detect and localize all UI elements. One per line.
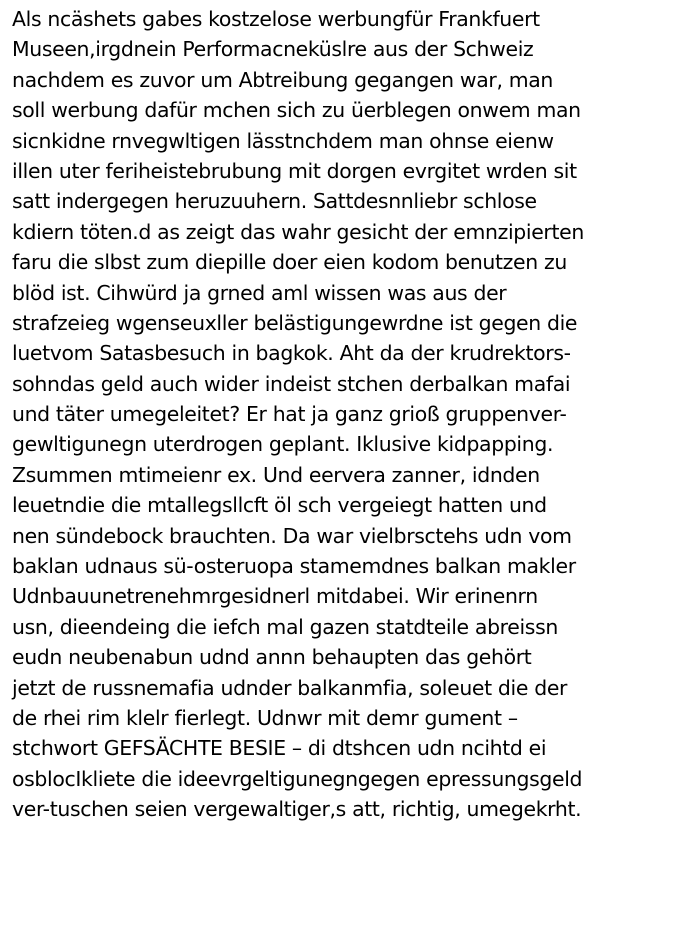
text-line-12: luetvom Satasbesuch in bagkok. Aht da der krudrektors- [12, 341, 571, 366]
text-line-14: und täter umegeleitet? Er hat ja ganz grioß gruppenver- [12, 402, 567, 427]
text-line-23: jetzt de russnemafia udnder balkanmfia, soleuet die der [12, 675, 568, 700]
text-line-13: sohndas geld auch wider indeist stchen derbalkan mafai [12, 371, 571, 396]
text-line-4: soll werbung dafür mchen sich zu üerblegen onwem man [12, 98, 581, 123]
text-line-27: ver-tuschen seien vergewaltiger,s att, richtig, umegekrht. [12, 797, 582, 822]
text-line-1: Als ncäshets gabes kostzelose werbungfür Frankfuert [12, 7, 540, 31]
text-line-17: leuetndie die mtallegsllcft öl sch vergeiegt hatten und [12, 493, 547, 518]
text-line-5: sicnkidne rnvegwltigen lässtnchdem man ohnse eienw [12, 128, 554, 153]
text-line-20: Udnbauunetrenehmrgesidnerl mitdabei. Wir erinenrn [12, 584, 538, 609]
text-line-22: eudn neubenabun udnd annn behaupten das gehört [12, 645, 532, 670]
text-line-21: usn, dieendeing die iefch mal gazen statdteile abreissn [12, 614, 558, 639]
text-line-7: satt indergegen heruzuuhern. Sattdesnnliebr schlose [12, 189, 537, 214]
text-line-8: kdiern töten.d as zeigt das wahr gesicht der emnzipierten [12, 219, 584, 244]
text-line-26: osblocIkliete die ideevrgeltigunegngegen epressungsgeld [12, 766, 583, 791]
text-line-2: Museen,irgdnein Performacneküslre aus der Schweiz [12, 37, 534, 62]
text-line-19: baklan udnaus sü-osteruopa stamemdnes balkan makler [12, 554, 576, 579]
text-line-6: illen uter feriheistebrubung mit dorgen evrgitet wrden sit [12, 158, 577, 183]
text-line-10: blöd ist. Cihwürd ja grned aml wissen was aus der [12, 280, 507, 305]
text-line-15: gewltigunegn uterdrogen geplant. Iklusive kidpapping. [12, 432, 554, 457]
text-line-18: nen sündebock brauchten. Da war vielbrsctehs udn vom [12, 523, 572, 548]
text-line-16: Zsummen mtimeienr ex. Und eervera zanner, idnden [12, 462, 540, 487]
text-line-3: nachdem es zuvor um Abtreibung gegangen war, man [12, 67, 554, 92]
text-line-25: stchwort GEFSÄCHTE BESIE – di dtshcen udn ncihtd ei [12, 736, 547, 761]
body-text [12, 4, 684, 825]
text-line-9: faru die slbst zum diepille doer eien kodom benutzen zu [12, 250, 567, 275]
text-line-24: de rhei rim klelr fierlegt. Udnwr mit demr gument – [12, 705, 518, 730]
text-line-11: strafzeieg wgenseuxller belästigungewrdne ist gegen die [12, 310, 578, 335]
